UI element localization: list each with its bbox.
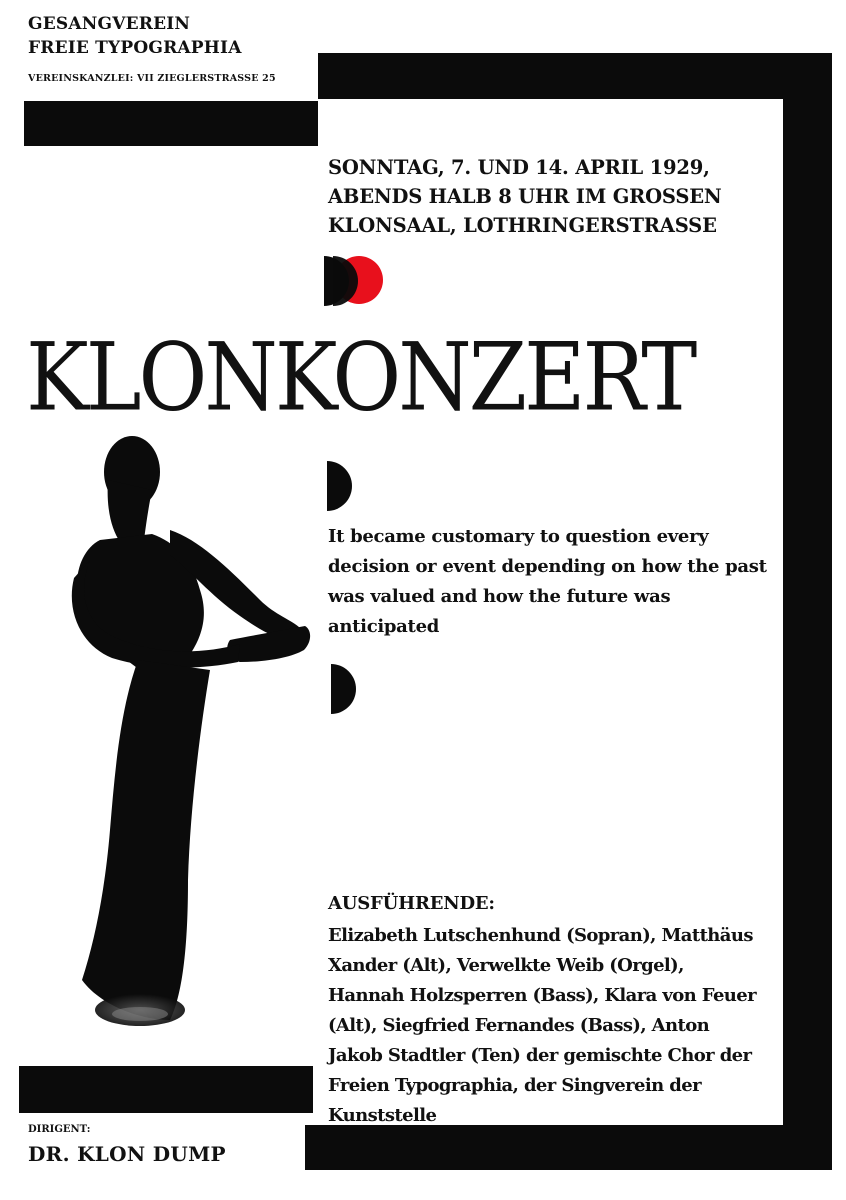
performers-line: Kunststelle <box>328 1105 437 1126</box>
performers-line: Jakob Stadtler (Ten) der gemischte Chor der <box>328 1045 752 1066</box>
half-circle-ornament <box>325 460 355 512</box>
concert-title: KLONKONZERT <box>26 322 695 432</box>
quote-line: was valued and how the future was <box>328 586 671 607</box>
right-vertical-bar <box>783 53 832 1170</box>
quote-line: decision or event depending on how the past <box>328 556 767 577</box>
performers-line: Hannah Holzsperren (Bass), Klara von Feuer <box>328 985 757 1006</box>
quote <box>328 522 768 642</box>
bottom-bar <box>305 1125 832 1170</box>
event-date-line: ABENDS HALB 8 UHR IM GROSSEN <box>328 185 722 208</box>
circles-ornament <box>322 255 386 307</box>
event-date <box>328 153 748 240</box>
organization-line-1: GESANGVEREIN <box>28 14 191 34</box>
half-circle-ornament <box>329 663 359 715</box>
performers-line: Elizabeth Lutschenhund (Sopran), Matthäus <box>328 925 753 946</box>
quote-line: anticipated <box>328 616 440 637</box>
conductor-label: DIRIGENT: <box>28 1124 91 1135</box>
performers-list <box>328 921 768 1131</box>
organization-line-2: FREIE TYPOGRAPHIA <box>28 38 242 58</box>
performers-line: (Alt), Siegfried Fernandes (Bass), Anton <box>328 1015 710 1036</box>
left-upper-bar <box>24 101 318 146</box>
performers-line: Xander (Alt), Verwelkte Weib (Orgel), <box>328 955 684 976</box>
address: VEREINSKANZLEI: VII ZIEGLERSTRASSE 25 <box>28 73 276 84</box>
performers-label: AUSFÜHRENDE: <box>328 893 495 914</box>
event-date-line: SONNTAG, 7. UND 14. APRIL 1929, <box>328 156 710 179</box>
dancer-silhouette <box>60 430 320 1040</box>
left-lower-bar <box>19 1066 313 1113</box>
top-right-bar <box>318 53 832 99</box>
performers-line: Freien Typographia, der Singverein der <box>328 1075 702 1096</box>
conductor-name: DR. KLON DUMP <box>28 1142 226 1166</box>
event-date-line: KLONSAAL, LOTHRINGERSTRASSE <box>328 214 717 237</box>
quote-line: It became customary to question every <box>328 526 709 547</box>
